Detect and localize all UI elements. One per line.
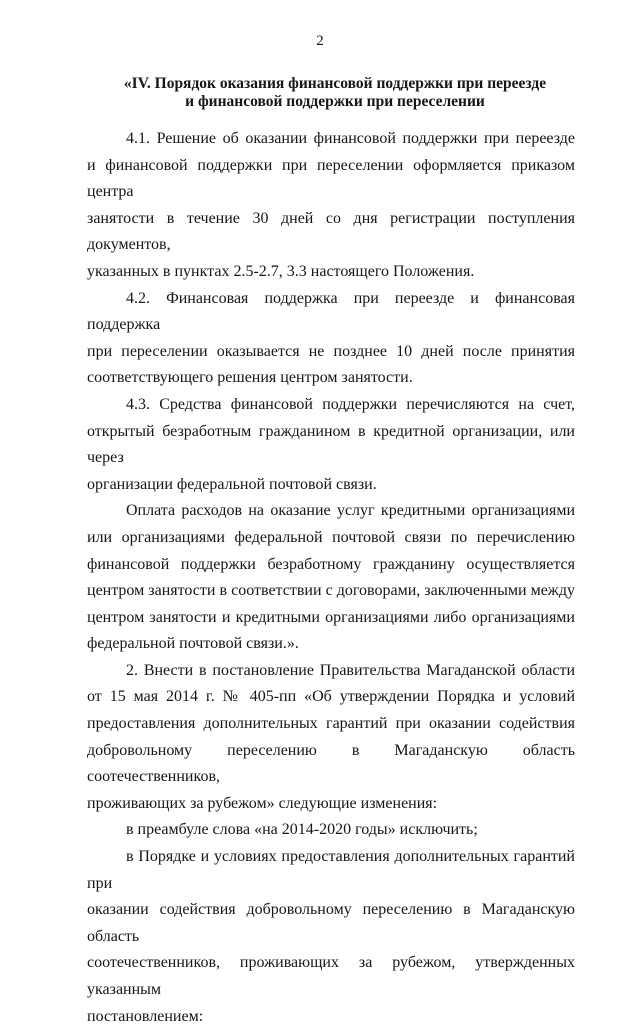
text-line: 2. Внести в постановление Правительства Магаданской области xyxy=(126,661,575,679)
paragraph-4-1 xyxy=(87,126,575,286)
text-line: указанных в пунктах 2.5-2.7, 3.3 настоящего Положения. xyxy=(87,262,475,280)
text-line: федеральной почтовой связи.». xyxy=(87,635,299,653)
text-line: 4.2. Финансовая поддержка при переезде и финансовая поддержка xyxy=(87,289,575,334)
text-line: или организациями федеральной почтовой связи по перечислению xyxy=(87,528,575,546)
section-heading-line-1: «IV. Порядок оказания финансовой поддержки при переезде xyxy=(123,75,547,92)
page-number: 2 xyxy=(316,33,324,49)
text-line: постановлением: xyxy=(87,1007,204,1025)
section-heading xyxy=(85,75,585,111)
text-line: и финансовой поддержки при переселении оформляется приказом центра xyxy=(87,156,575,201)
text-line: центром занятости и кредитными организациями либо организациями xyxy=(87,608,575,626)
paragraph-procedure xyxy=(87,844,575,1030)
paragraph-preamble xyxy=(87,817,575,844)
paragraph-payment xyxy=(87,498,575,658)
text-line: при переселении оказывается не позднее 10 дней после принятия xyxy=(87,342,575,360)
text-line: в преамбуле слова «на 2014-2020 годы» исключить; xyxy=(126,821,478,839)
paragraph-item-2 xyxy=(87,658,575,818)
text-line: 4.1. Решение об оказании финансовой поддержки при переезде xyxy=(126,130,575,147)
section-heading-line-2: и финансовой поддержки при переселении xyxy=(185,93,485,110)
paragraph-4-2 xyxy=(87,286,575,392)
text-line: предоставления дополнительных гарантий при оказании содействия xyxy=(87,715,575,733)
text-line: центром занятости в соответствии с договорами, заключенными между xyxy=(87,582,575,600)
text-line: добровольному переселению в Магаданскую область соотечественников, xyxy=(87,741,575,786)
text-line: 4.3. Средства финансовой поддержки перечисляются на счет, xyxy=(126,395,575,413)
text-line: в Порядке и условиях предоставления дополнительных гарантий при xyxy=(87,848,575,892)
paragraph-4-3 xyxy=(87,392,575,498)
text-line: организации федеральной почтовой связи. xyxy=(87,475,377,493)
text-line: занятости в течение 30 дней со дня регистрации поступления документов, xyxy=(87,209,575,254)
text-line: Оплата расходов на оказание услуг кредитными организациями xyxy=(126,502,575,520)
text-line: оказании содействия добровольному переселению в Магаданскую область xyxy=(87,901,575,945)
text-line: финансовой поддержки безработному гражданину осуществляется xyxy=(87,555,575,573)
text-line: проживающих за рубежом» следующие изменения: xyxy=(87,794,438,812)
text-line: открытый безработным гражданином в кредитной организации, или через xyxy=(87,422,575,467)
text-line: от 15 мая 2014 г. № 405-пп «Об утверждении Порядка и условий xyxy=(87,688,575,706)
text-line: соотечественников, проживающих за рубежом, утвержденных указанным xyxy=(87,954,575,998)
text-line: соответствующего решения центром занятости. xyxy=(87,369,413,387)
document-body xyxy=(87,126,575,1030)
